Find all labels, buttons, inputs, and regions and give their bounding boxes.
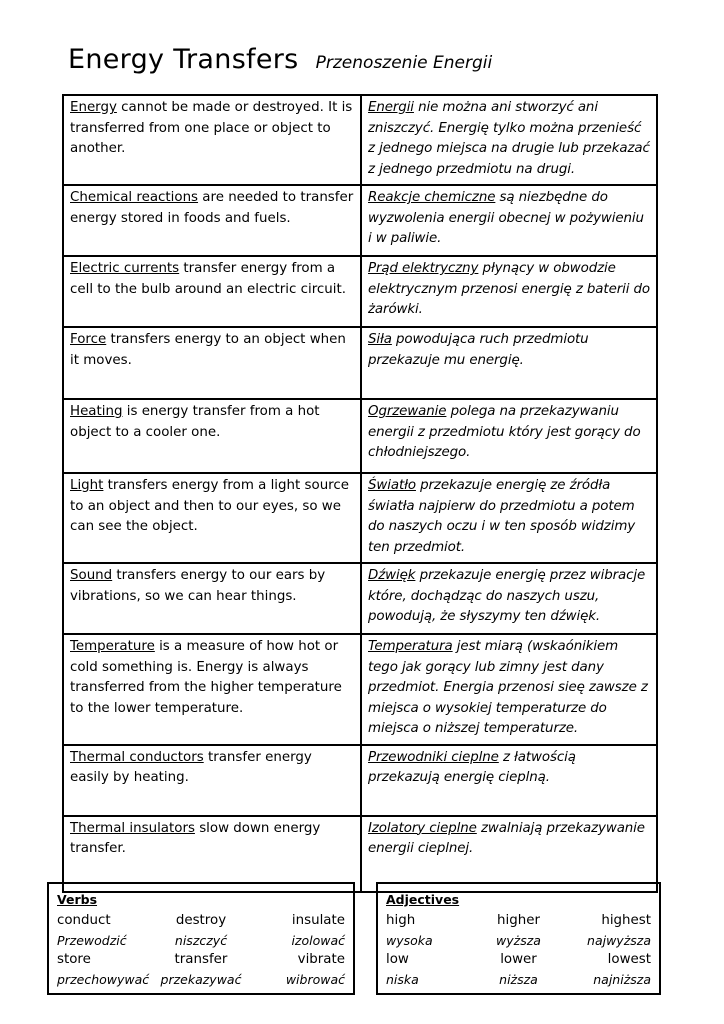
adjective-row — [386, 931, 651, 951]
english-cell — [63, 327, 361, 399]
english-text: transfer energy from a cell to the bulb around an electric circuit. — [70, 261, 347, 297]
verbs-box — [47, 882, 355, 995]
verb-word: przekazywać — [160, 971, 242, 987]
adjective-word: wysoka — [386, 932, 433, 948]
verb-word: Przewodzić — [57, 932, 127, 948]
polish-term: Przewodniki cieplne — [368, 749, 499, 765]
adjective-word: niższa — [499, 971, 538, 987]
verb-word: izolować — [291, 932, 345, 948]
polish-term: Temperatura — [368, 639, 453, 654]
table-row — [63, 745, 657, 816]
polish-text: są niezbędne do wyzwolenia energii obecnej w pożywieniu i w paliwie. — [368, 190, 644, 246]
polish-text: nie można ani stworzyć ani zniszczyć. Energię tylko można przenieść z jednego miejsca na drugie lub przekazać z jednego przedmiotu na drugi. — [368, 100, 650, 177]
polish-term: Siła — [368, 332, 392, 347]
english-cell — [63, 816, 361, 892]
verb-word: conduct — [57, 913, 111, 929]
verb-row — [57, 970, 345, 990]
polish-text: polega na przekazywaniu energii z przedmiotu który jest gorący do chłodniejszego. — [368, 404, 641, 460]
verb-row — [57, 931, 345, 951]
verbs-heading: Verbs — [57, 892, 98, 907]
polish-cell — [361, 185, 657, 256]
polish-term: Izolatory cieplne — [368, 820, 477, 836]
table-row — [63, 185, 657, 256]
adjective-word: najwyższa — [587, 932, 651, 948]
english-cell — [63, 256, 361, 327]
title-english: Energy Transfers — [68, 44, 299, 75]
polish-term: Ogrzewanie — [368, 404, 447, 419]
polish-cell — [361, 816, 657, 892]
polish-term: Światło — [368, 478, 416, 493]
english-text: transfers energy to an object when it moves. — [70, 332, 346, 368]
verb-row — [57, 911, 345, 931]
polish-term: Dźwięk — [368, 568, 416, 583]
polish-text: zwalniają przekazywanie energii cieplnej. — [368, 820, 645, 856]
english-term: Thermal conductors — [70, 749, 204, 765]
table-row — [63, 95, 657, 185]
polish-cell — [361, 563, 657, 634]
verb-word: niszczyć — [174, 932, 228, 948]
verbs-grid — [57, 911, 345, 989]
page-title — [68, 44, 492, 75]
verb-row — [57, 950, 345, 970]
polish-text: powodująca ruch przedmiotu przekazuje mu energię. — [368, 332, 589, 368]
verb-word: transfer — [174, 952, 228, 968]
english-cell — [63, 473, 361, 563]
adjective-word: high — [386, 913, 416, 929]
verb-word: destroy — [175, 913, 227, 929]
english-text: transfer energy easily by heating. — [70, 749, 312, 785]
english-text: are needed to transfer energy stored in foods and fuels. — [70, 190, 354, 226]
table-row — [63, 327, 657, 399]
adjectives-box — [376, 882, 661, 995]
english-cell — [63, 745, 361, 816]
english-cell — [63, 185, 361, 256]
verb-word: vibrate — [297, 952, 345, 968]
english-term: Force — [70, 332, 107, 347]
english-text: is a measure of how hot or cold something is. Energy is always transferred from the higher temperature to the lower temperature. — [70, 639, 342, 716]
polish-text: przekazuje energię przez wibracje które, dochądząc do naszych uszu, powodują, że słyszymy ten dźwięk. — [368, 568, 646, 624]
verb-word: wibrować — [285, 971, 345, 987]
adjective-word: higher — [497, 913, 540, 929]
english-term: Energy — [70, 100, 117, 115]
adjective-word: lower — [500, 952, 537, 968]
table-row — [63, 473, 657, 563]
english-text: transfers energy from a light source to an object and then to our eyes, so we can see the object. — [70, 478, 349, 534]
adjective-row — [386, 970, 651, 990]
adjective-word: lowest — [607, 952, 651, 968]
adjective-row — [386, 950, 651, 970]
english-cell — [63, 95, 361, 185]
adjectives-grid — [386, 911, 651, 989]
english-cell — [63, 563, 361, 634]
polish-cell — [361, 256, 657, 327]
title-polish: Przenoszenie Energii — [315, 53, 493, 73]
english-cell — [63, 634, 361, 745]
energy-table — [62, 94, 658, 893]
polish-term: Energii — [368, 100, 414, 115]
table-row — [63, 256, 657, 327]
polish-cell — [361, 95, 657, 185]
english-cell — [63, 399, 361, 473]
adjective-word: highest — [601, 913, 651, 929]
table-row — [63, 634, 657, 745]
verb-word: przechowywać — [57, 971, 150, 987]
english-term: Sound — [70, 568, 113, 583]
english-term: Chemical reactions — [70, 190, 199, 205]
adjective-word: niska — [386, 971, 419, 987]
table-row — [63, 399, 657, 473]
verb-word: insulate — [291, 913, 345, 929]
polish-term: Reakcje chemiczne — [368, 190, 496, 205]
english-term: Temperature — [70, 639, 155, 654]
polish-cell — [361, 634, 657, 745]
polish-term: Prąd elektryczny — [368, 261, 479, 276]
polish-cell — [361, 327, 657, 399]
polish-cell — [361, 399, 657, 473]
adjective-word: low — [386, 952, 409, 968]
english-term: Heating — [70, 404, 123, 419]
english-term: Thermal insulators — [70, 820, 195, 836]
english-text: is energy transfer from a hot object to a cooler one. — [70, 404, 320, 440]
polish-text: przekazuje energię ze źródła światła najpierw do przedmiotu a potem do naszych oczu i w ten sposób widzimy ten przedmiot. — [368, 478, 636, 555]
table-row — [63, 563, 657, 634]
english-text: transfers energy to our ears by vibrations, so we can hear things. — [70, 568, 326, 604]
polish-text: jest miarą (wskaónikiem tego jak gorący lub zimny jest dany przedmiot. Energia przenosi sieę zawsze z miejsca o wysokiej temperaturze do miejsca o niższej temperaturze. — [368, 639, 648, 736]
english-text: cannot be made or destroyed. It is transferred from one place or object to another. — [70, 100, 353, 156]
adjectives-heading: Adjectives — [386, 892, 460, 907]
adjective-word: wyższa — [496, 932, 541, 948]
verb-word: store — [57, 952, 91, 968]
adjective-row — [386, 911, 651, 931]
english-text: slow down energy transfer. — [70, 820, 321, 856]
polish-text: z łatwością przekazują energię cieplną. — [368, 749, 576, 785]
english-term: Electric currents — [70, 261, 180, 276]
polish-text: płynący w obwodzie elektrycznym przenosi energię z baterii do żarówki. — [368, 261, 650, 317]
adjective-word: najniższa — [593, 971, 651, 987]
table-row — [63, 816, 657, 892]
english-term: Light — [70, 478, 104, 493]
polish-cell — [361, 745, 657, 816]
polish-cell — [361, 473, 657, 563]
